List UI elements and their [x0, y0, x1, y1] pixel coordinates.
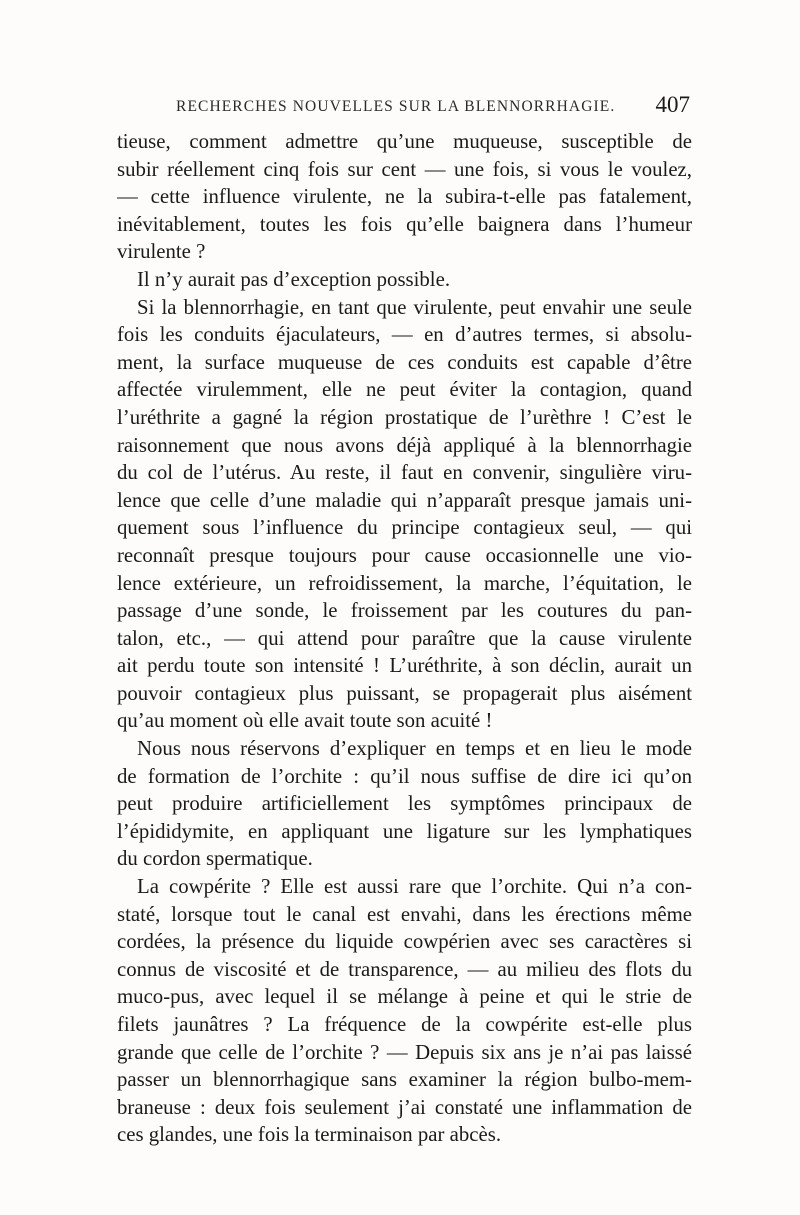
text-line: ces glandes, une fois la terminaison par abcès.: [117, 1123, 502, 1147]
text-line: ment, la surface muqueuse de ces conduits est capable d’être: [117, 350, 692, 374]
text-line: La cowpérite ? Elle est aussi rare que l’orchite. Qui n’a con-: [137, 875, 692, 899]
text-line: passage d’une sonde, le froissement par les coutures du pan-: [117, 599, 692, 623]
text-line: Si la blennorrhagie, en tant que virulente, peut envahir une seule: [137, 295, 692, 319]
text-line: filets jaunâtres ? La fréquence de la cowpérite est-elle plus: [117, 1013, 692, 1036]
text-line: pouvoir contagieux plus puissant, se propagerait plus aisément: [117, 681, 692, 705]
running-head: [118, 92, 690, 122]
text-line: du cordon spermatique.: [117, 847, 313, 871]
text-line: du col de l’utérus. Au reste, il faut en convenir, singulière viru-: [117, 461, 692, 485]
body-text: [117, 128, 692, 1149]
text-line: reconnaît presque toujours pour cause occasionnelle une vio-: [117, 543, 692, 567]
text-line: connus de viscosité et de transparence, — au milieu des flots du: [117, 957, 692, 981]
text-line: braneuse : deux fois seulement j’ai constaté une inflammation de: [117, 1095, 692, 1119]
running-title: RECHERCHES NOUVELLES SUR LA BLENNORRHAGIE.: [176, 98, 616, 115]
text-line: tieuse, comment admettre qu’une muqueuse, susceptible de: [117, 130, 692, 153]
text-line: Il n’y aurait pas d’exception possible.: [137, 267, 451, 291]
text-line: fois les conduits éjaculateurs, — en d’autres termes, si absolu-: [117, 323, 692, 347]
text-line: inévitablement, toutes les fois qu’elle baignera dans l’humeur: [117, 212, 692, 236]
text-line: ait perdu toute son intensité ! L’uréthrite, à son déclin, aurait un: [117, 654, 692, 678]
text-line: virulente ?: [117, 240, 206, 264]
text-line: l’épididymite, en appliquant une ligature sur les lymphatiques: [117, 819, 692, 843]
page-number: 407: [655, 92, 690, 117]
text-line: peut produire artificiellement les symptômes principaux de: [117, 792, 692, 816]
text-line: staté, lorsque tout le canal est envahi, dans les érections même: [117, 902, 692, 926]
text-line: de formation de l’orchite : qu’il nous suffise de dire ici qu’on: [117, 764, 692, 788]
text-line: Nous nous réservons d’expliquer en temps et en lieu le mode: [137, 737, 692, 761]
text-line: grande que celle de l’orchite ? — Depuis six ans je n’ai pas laissé: [117, 1040, 692, 1064]
text-line: passer un blennorrhagique sans examiner la région bulbo-mem-: [117, 1068, 692, 1092]
text-line: quement sous l’influence du principe contagieux seul, — qui: [117, 516, 692, 540]
text-line: lence extérieure, un refroidissement, la marche, l’équitation, le: [117, 571, 692, 595]
text-line: subir réellement cinq fois sur cent — une fois, si vous le voulez,: [117, 157, 692, 181]
text-line: l’uréthrite a gagné la région prostatique de l’urèthre ! C’est le: [117, 405, 692, 429]
text-line: qu’au moment où elle avait toute son acuité !: [117, 709, 493, 733]
text-line: raisonnement que nous avons déjà appliqué à la blennorrhagie: [117, 433, 692, 457]
text-line: affectée virulemment, elle ne peut éviter la contagion, quand: [117, 378, 692, 402]
text-line: talon, etc., — qui attend pour paraître que la cause virulente: [117, 626, 692, 650]
text-line: cordées, la présence du liquide cowpérien avec ses caractères si: [117, 930, 692, 954]
text-line: lence que celle d’une maladie qui n’apparaît presque jamais uni-: [117, 488, 692, 512]
text-line: — cette influence virulente, ne la subira-t-elle pas fatalement,: [117, 185, 692, 209]
text-line: muco-pus, avec lequel il se mélange à peine et qui le strie de: [117, 985, 692, 1009]
